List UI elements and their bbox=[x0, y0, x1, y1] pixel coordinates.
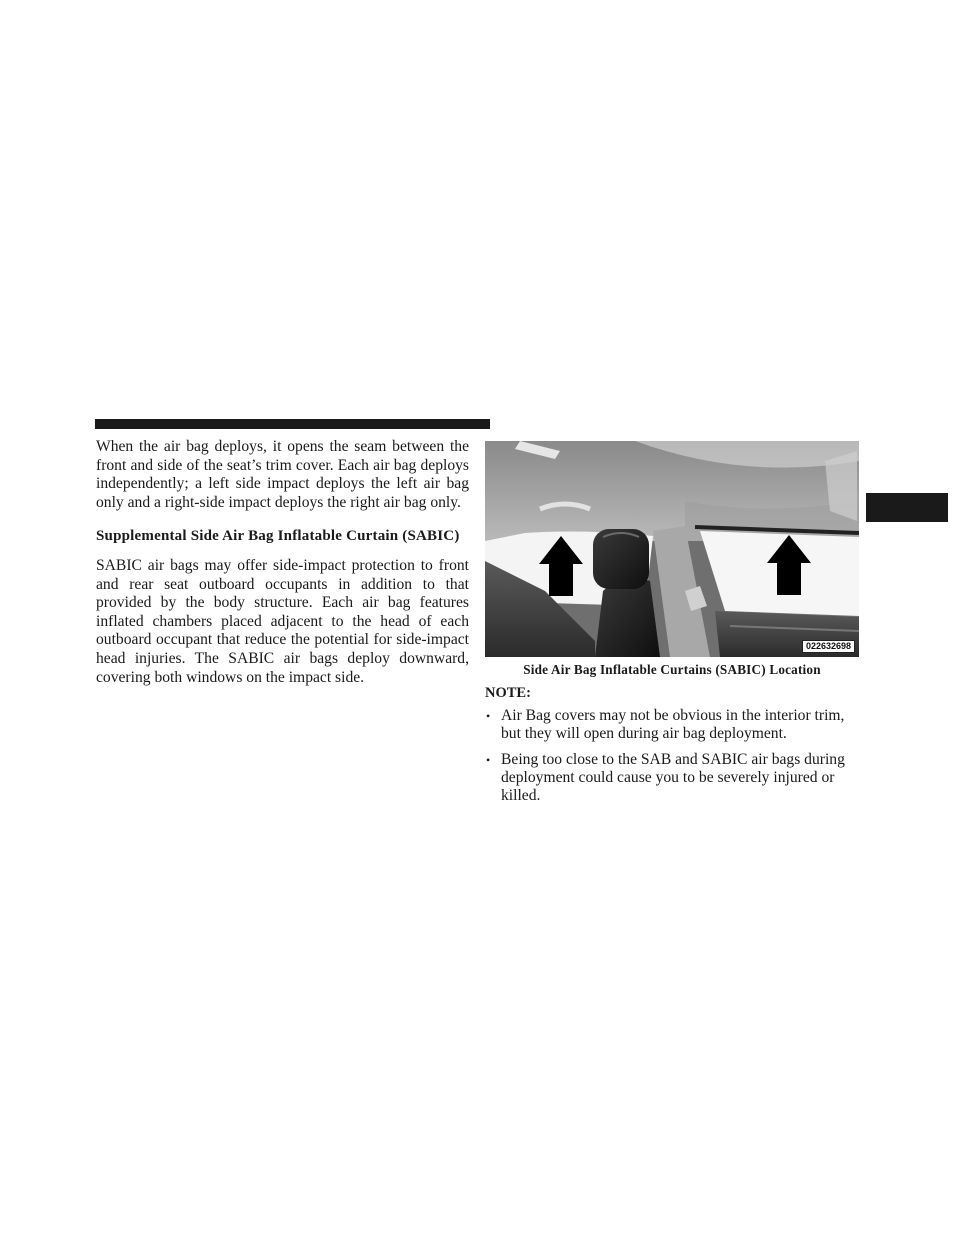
figure-code: 022632698 bbox=[802, 640, 855, 653]
intro-paragraph: When the air bag deploys, it opens the seam between the front and side of the seat’s trim cover. Each air bag deploys independently; a left side impact deploys the left air bag only and a right-side impact deploys the right air bag only. bbox=[96, 438, 469, 511]
section-heading: Supplemental Side Air Bag Inflatable Curtain (SABIC) bbox=[96, 528, 460, 545]
note-item-text: Air Bag covers may not be obvious in the interior trim, but they will open during air bag deployment. bbox=[501, 707, 845, 743]
figure-caption: Side Air Bag Inflatable Curtains (SABIC) Location bbox=[523, 662, 821, 677]
note-label: NOTE: bbox=[485, 685, 531, 701]
note-list bbox=[485, 707, 859, 805]
chapter-tab bbox=[866, 493, 948, 522]
sabic-paragraph: SABIC air bags may offer side-impact protection to front and rear seat outboard occupants in addition to that provided by the body structure. Each air bag features inflated chambers placed adjacent to the head of each outboard occupant that reduce the potential for side-impact head injuries. The SABIC air bags deploy downward, covering both windows on the impact side. bbox=[96, 556, 469, 686]
sabic-location-figure bbox=[485, 441, 859, 657]
right-column bbox=[485, 441, 859, 812]
note-item-text: Being too close to the SAB and SABIC air bags during deployment could cause you to be severely injured or killed. bbox=[501, 750, 845, 805]
bullet-icon: • bbox=[486, 752, 491, 767]
note-item bbox=[485, 751, 859, 806]
section-top-rule bbox=[95, 419, 490, 429]
left-column bbox=[96, 438, 469, 687]
bullet-icon: • bbox=[486, 709, 491, 723]
note-item bbox=[485, 707, 859, 744]
car-interior-illustration bbox=[485, 441, 859, 657]
